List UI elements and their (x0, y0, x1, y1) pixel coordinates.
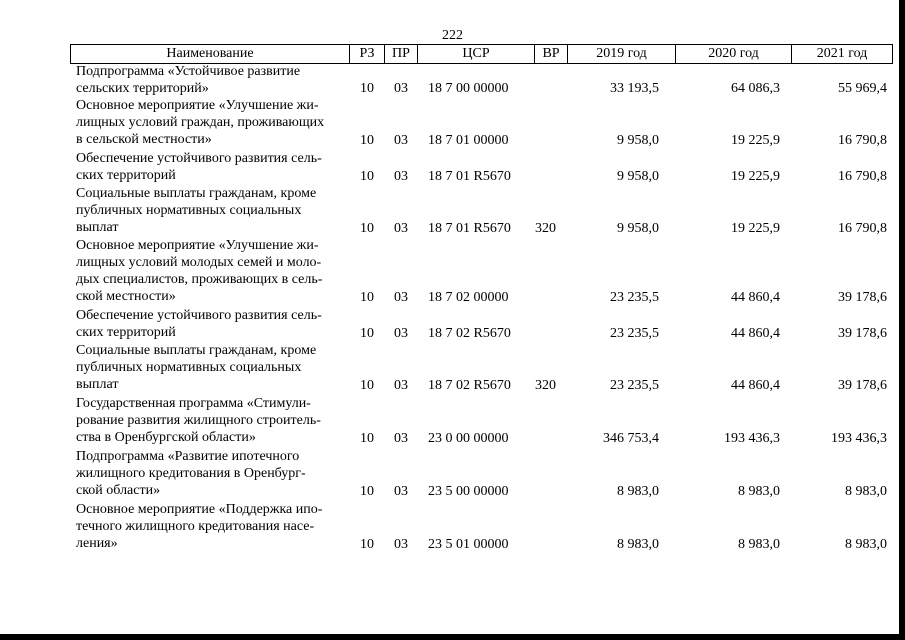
row-name: Социальные выплаты гражданам, кроме публичных нормативных социальных выплат (76, 186, 317, 235)
row-2020: 193 436,3 (724, 431, 780, 446)
table-row (0, 307, 905, 342)
row-csr: 23 5 00 00000 (428, 484, 509, 499)
table-row (0, 395, 905, 447)
row-2019: 9 958,0 (617, 133, 659, 148)
row-vr: 320 (535, 378, 556, 393)
row-pr: 03 (394, 133, 408, 148)
row-pr: 03 (394, 378, 408, 393)
row-pr: 03 (394, 326, 408, 341)
row-name: Основное мероприятие «Улучшение жи- лищных условий граждан, проживающих в сельской местности» (76, 98, 325, 147)
row-2020: 8 983,0 (738, 484, 780, 499)
row-2020: 64 086,3 (731, 81, 780, 96)
row-name: Государственная программа «Стимули- рование развития жилищного строитель- ства в Оренбургской области» (76, 396, 321, 445)
row-2021: 16 790,8 (838, 169, 887, 184)
table-row (0, 97, 905, 149)
row-2019: 9 958,0 (617, 169, 659, 184)
column-header-2019: 2019 год (568, 45, 676, 63)
row-2019: 33 193,5 (610, 81, 659, 96)
row-rz: 10 (360, 169, 374, 184)
row-rz: 10 (360, 431, 374, 446)
row-2019: 23 235,5 (610, 290, 659, 305)
column-header-rz: РЗ (350, 45, 385, 63)
row-name: Обеспечение устойчивого развития сель- ских территорий (76, 308, 322, 340)
row-2020: 44 860,4 (731, 378, 780, 393)
row-name: Подпрограмма «Устойчивое развитие сельских территорий» (76, 64, 301, 96)
row-2021: 39 178,6 (838, 290, 887, 305)
row-2020: 19 225,9 (731, 133, 780, 148)
row-2021: 16 790,8 (838, 221, 887, 236)
column-header-2020: 2020 год (676, 45, 792, 63)
page-number: 222 (442, 28, 463, 43)
row-csr: 18 7 02 R5670 (428, 378, 511, 393)
column-header-2021: 2021 год (816, 46, 868, 61)
table-row (0, 185, 905, 237)
row-rz: 10 (360, 484, 374, 499)
row-2021: 8 983,0 (845, 484, 887, 499)
row-2019: 8 983,0 (617, 484, 659, 499)
scan-edge-bottom (0, 634, 905, 640)
row-2020: 19 225,9 (731, 221, 780, 236)
row-rz: 10 (360, 378, 374, 393)
row-pr: 03 (394, 484, 408, 499)
column-header-vr: ВР (535, 45, 568, 63)
row-pr: 03 (394, 81, 408, 96)
row-rz: 10 (360, 537, 374, 552)
row-csr: 18 7 01 R5670 (428, 221, 511, 236)
table-row (0, 342, 905, 394)
row-2020: 44 860,4 (731, 290, 780, 305)
row-csr: 18 7 01 00000 (428, 133, 509, 148)
row-pr: 03 (394, 221, 408, 236)
row-2019: 23 235,5 (610, 326, 659, 341)
row-2020: 8 983,0 (738, 537, 780, 552)
row-csr: 18 7 00 00000 (428, 81, 509, 96)
row-2019: 346 753,4 (603, 431, 659, 446)
row-2019: 9 958,0 (617, 221, 659, 236)
row-rz: 10 (360, 290, 374, 305)
row-name: Подпрограмма «Развитие ипотечного жилищного кредитования в Оренбург- ской области» (76, 449, 306, 498)
row-rz: 10 (360, 221, 374, 236)
table-row (0, 448, 905, 500)
row-vr: 320 (535, 221, 556, 236)
row-2020: 19 225,9 (731, 169, 780, 184)
column-header-csr: ЦСР (418, 45, 535, 63)
row-csr: 18 7 02 00000 (428, 290, 509, 305)
column-header-name: Наименование (71, 45, 350, 63)
row-pr: 03 (394, 431, 408, 446)
row-csr: 23 5 01 00000 (428, 537, 509, 552)
row-2019: 8 983,0 (617, 537, 659, 552)
row-csr: 18 7 02 R5670 (428, 326, 511, 341)
row-csr: 23 0 00 00000 (428, 431, 509, 446)
row-2021: 39 178,6 (838, 378, 887, 393)
row-csr: 18 7 01 R5670 (428, 169, 511, 184)
row-name: Обеспечение устойчивого развития сель- ских территорий (76, 151, 322, 183)
table-row (0, 150, 905, 185)
table-row (0, 63, 905, 97)
row-pr: 03 (394, 537, 408, 552)
row-rz: 10 (360, 326, 374, 341)
scan-edge-right (899, 0, 905, 640)
row-rz: 10 (360, 81, 374, 96)
table-row (0, 237, 905, 306)
table-row (0, 501, 905, 553)
row-name: Основное мероприятие «Поддержка ипо- течного жилищного кредитования насе- ления» (76, 502, 323, 551)
row-2021: 8 983,0 (845, 537, 887, 552)
row-2021: 193 436,3 (831, 431, 887, 446)
row-name: Основное мероприятие «Улучшение жи- лищных условий молодых семей и моло- дых специалистов, проживающих в сель- ской местности» (76, 238, 323, 304)
row-2021: 55 969,4 (838, 81, 887, 96)
row-2020: 44 860,4 (731, 326, 780, 341)
row-rz: 10 (360, 133, 374, 148)
column-header-pr: ПР (385, 45, 418, 63)
row-pr: 03 (394, 169, 408, 184)
row-2021: 39 178,6 (838, 326, 887, 341)
row-2019: 23 235,5 (610, 378, 659, 393)
row-pr: 03 (394, 290, 408, 305)
row-name: Социальные выплаты гражданам, кроме публичных нормативных социальных выплат (76, 343, 317, 392)
row-2021: 16 790,8 (838, 133, 887, 148)
